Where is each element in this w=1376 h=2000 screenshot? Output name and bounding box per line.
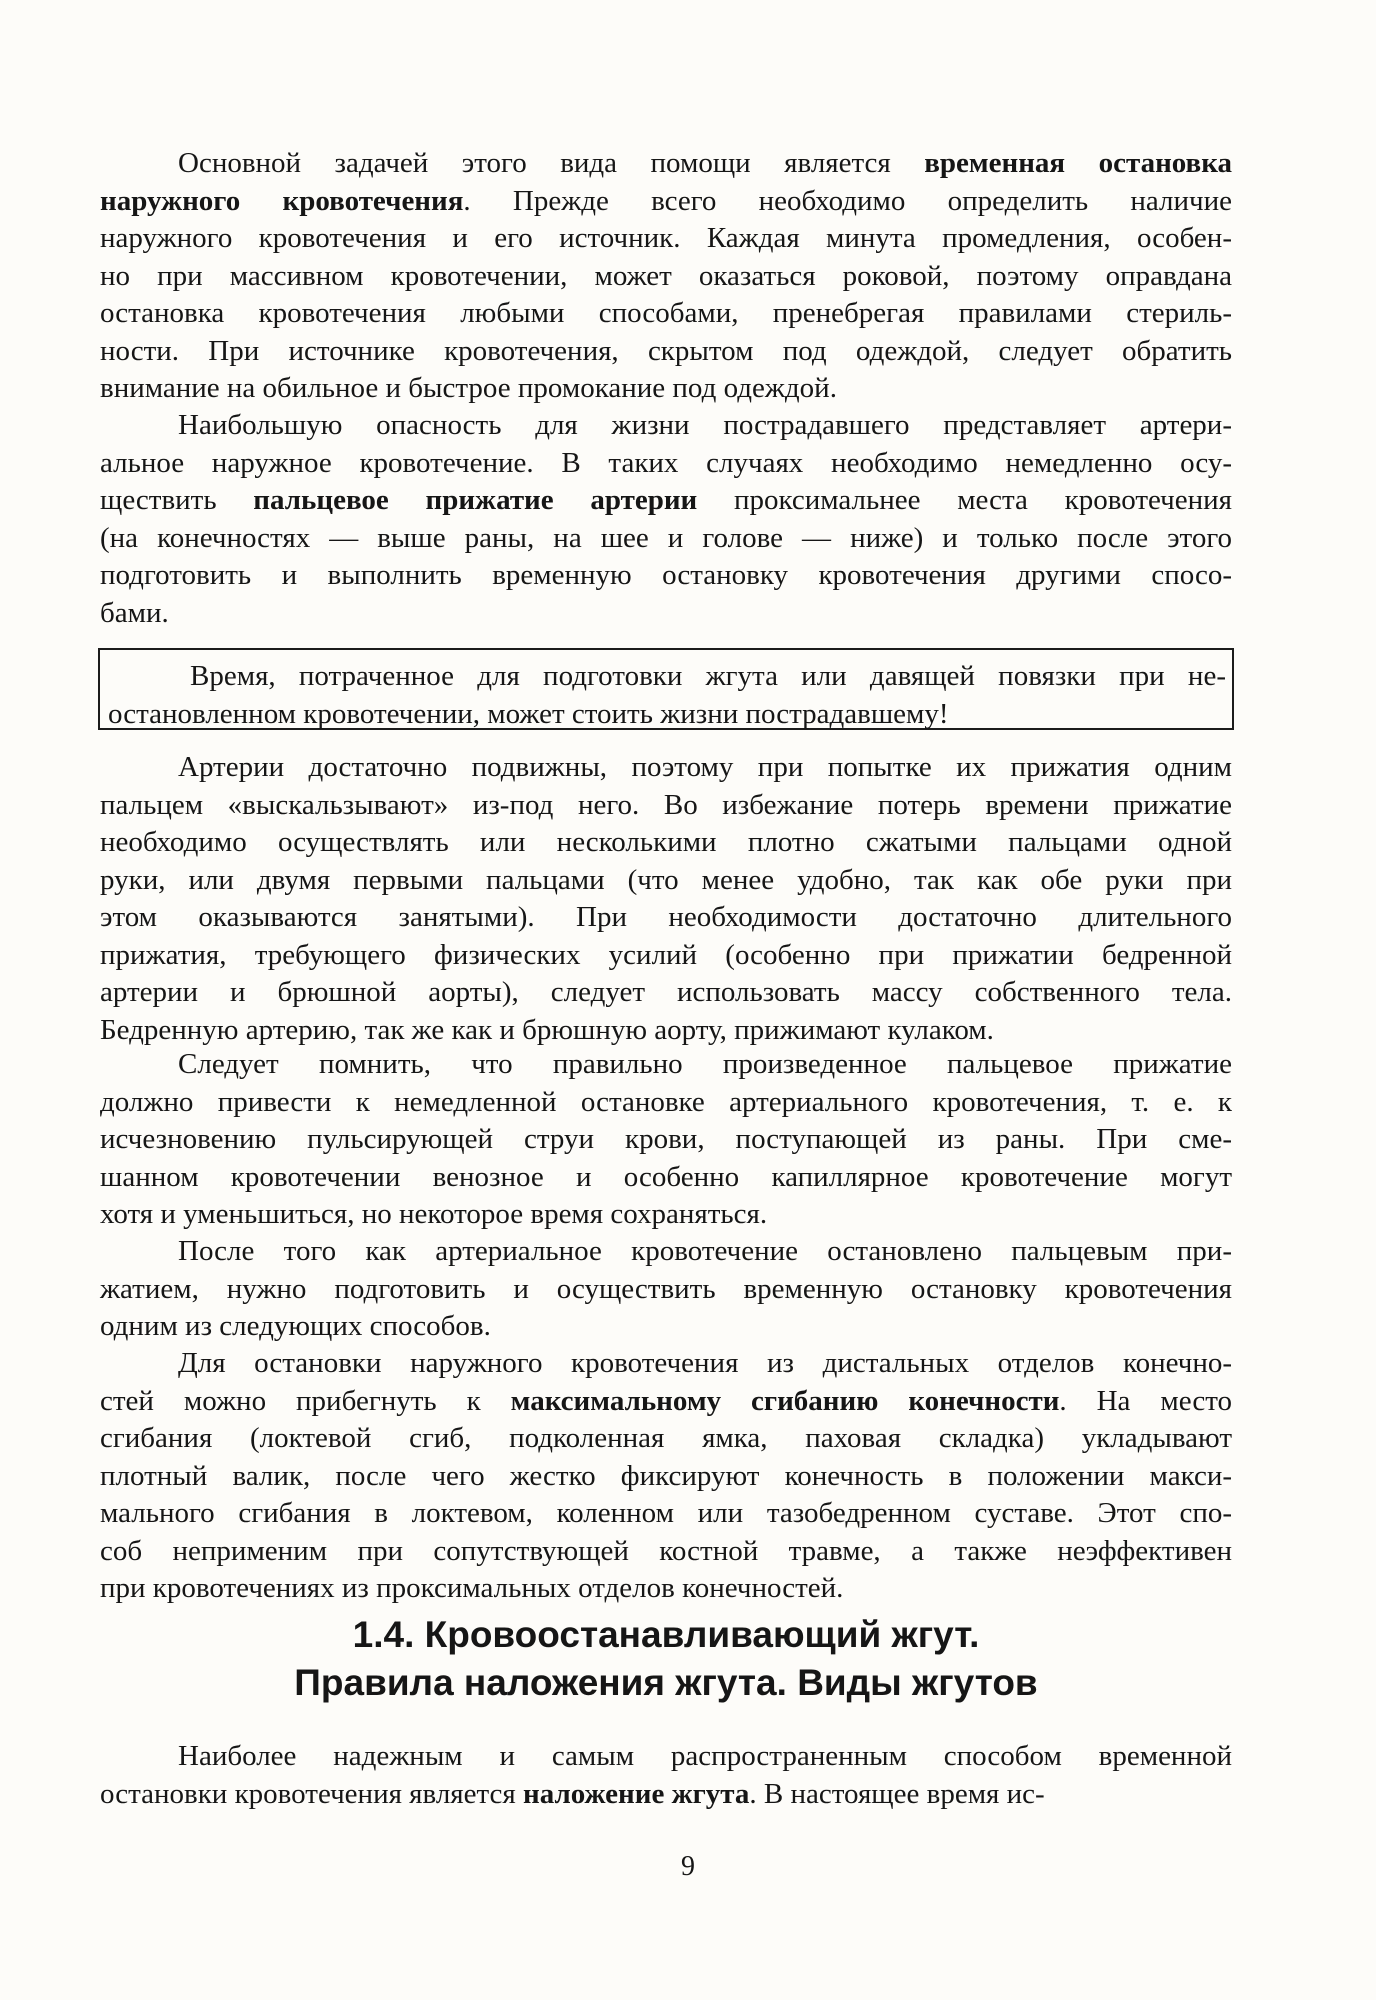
text-line xyxy=(100,595,1232,631)
text-line xyxy=(100,1420,1232,1456)
text-run: одним из следующих способов. xyxy=(100,1310,491,1342)
text-run: соб неприменим при сопутствующей костной травме, а также неэффективен xyxy=(100,1534,1232,1567)
text-run: Время, потраченное для подготовки жгута или давящей повязки при не- xyxy=(190,660,1226,692)
text-run: исчезновению пульсирующей струи крови, поступающей из раны. При сме- xyxy=(100,1123,1232,1155)
text-run: . В настоящее время ис- xyxy=(749,1777,1045,1810)
text-line xyxy=(100,1012,1232,1048)
text-run: необходимо осуществлять или несколькими плотно сжатыми пальцами одной xyxy=(100,826,1232,858)
text-line xyxy=(100,1570,1232,1606)
text-run: ности. При источнике кровотечения, скрытом под одеждой, следует обратить xyxy=(100,334,1232,367)
text-line xyxy=(100,445,1232,481)
text-run: внимание на обильное и быстрое промокание под одеждой. xyxy=(100,372,837,404)
bold-term: наложение жгута xyxy=(523,1777,750,1810)
text-line xyxy=(100,1495,1232,1531)
text-run: Наибольшую опасность для жизни пострадавшего представляет артери- xyxy=(178,409,1232,441)
text-run: при кровотечениях из проксимальных отделов конечностей. xyxy=(100,1572,844,1604)
text-line xyxy=(100,787,1232,823)
text-run: остановленном кровотечении, может стоить жизни пострадавшему! xyxy=(108,697,949,730)
text-line xyxy=(100,220,1232,256)
text-line xyxy=(100,258,1232,294)
text-run: сгибания (локтевой сгиб, подколенная ямка, паховая складка) укладывают xyxy=(100,1422,1232,1454)
text-run: мального сгибания в локтевом, коленном или тазобедренном суставе. Этот спо- xyxy=(100,1497,1232,1529)
text-line xyxy=(100,824,1232,860)
text-run: Основной задачей этого вида помощи является xyxy=(178,147,925,179)
text-run: жатием, нужно подготовить и осуществить временную остановку кровотечения xyxy=(100,1272,1232,1305)
text-run: остановка кровотечения любыми способами, пренебрегая правилами стериль- xyxy=(100,297,1232,329)
text-line xyxy=(100,1533,1232,1569)
text-line xyxy=(100,937,1232,973)
text-line xyxy=(100,1271,1232,1307)
text-run: артерии и брюшной аорты), следует использовать массу собственного тела. xyxy=(100,976,1232,1008)
callout-box xyxy=(98,648,1234,730)
text-line xyxy=(178,1738,1232,1774)
text-line xyxy=(100,1121,1232,1157)
section-heading-line-2: Правила наложения жгута. Виды жгутов xyxy=(294,1662,1038,1703)
text-run: . На место xyxy=(1059,1384,1232,1417)
text-run: Следует помнить, что правильно произведенное пальцевое прижатие xyxy=(178,1048,1232,1080)
text-run: прижатия, требующего физических усилий (особенно при прижатии бедренной xyxy=(100,938,1232,971)
text-line xyxy=(100,1776,1232,1812)
text-run: стей можно прибегнуть к xyxy=(100,1384,511,1417)
bold-term: максимальному сгибанию конечности xyxy=(510,1384,1060,1417)
text-line xyxy=(178,145,1232,181)
text-run: Для остановки наружного кровотечения из дистальных отделов конечно- xyxy=(178,1347,1232,1379)
text-line xyxy=(178,1345,1232,1381)
text-run: проксимальнее места кровотечения xyxy=(697,484,1232,516)
text-run: ществить xyxy=(100,484,254,516)
page-number: 9 xyxy=(681,1851,695,1882)
text-run: должно привести к немедленной остановке артериального кровотечения, т. е. к xyxy=(100,1085,1232,1118)
bold-term: временная остановка xyxy=(924,147,1232,179)
text-run: хотя и уменьшиться, но некоторое время сохраняться. xyxy=(100,1198,768,1230)
text-run: плотный валик, после чего жестко фиксируют конечность в положении макси- xyxy=(100,1459,1232,1492)
bold-term: наружного кровотечения xyxy=(100,184,464,217)
text-line xyxy=(100,482,1232,518)
text-line xyxy=(100,974,1232,1010)
text-line xyxy=(100,862,1232,898)
text-line xyxy=(178,1233,1232,1269)
text-line xyxy=(100,1458,1232,1494)
text-line xyxy=(100,295,1232,331)
text-line xyxy=(100,183,1232,219)
text-run: пальцем «выскальзывают» из-под него. Во избежание потерь времени прижатие xyxy=(100,788,1232,821)
text-line xyxy=(100,899,1232,935)
text-run: (на конечностях — выше раны, на шее и голове — ниже) и только после этого xyxy=(100,521,1232,554)
text-line xyxy=(100,370,1232,406)
text-line xyxy=(178,749,1232,785)
text-line xyxy=(100,1383,1232,1419)
bold-term: пальцевое прижатие артерии xyxy=(253,484,698,516)
text-run: бами. xyxy=(100,596,169,629)
text-line xyxy=(100,1196,1232,1232)
text-run: . Прежде всего необходимо определить наличие xyxy=(463,184,1232,217)
text-run: но при массивном кровотечении, может оказаться роковой, поэтому оправдана xyxy=(100,259,1232,292)
text-run: этом оказываются занятыми). При необходимости достаточно длительного xyxy=(100,901,1232,933)
text-line xyxy=(100,1159,1232,1195)
text-run: руки, или двумя первыми пальцами (что менее удобно, так как обе руки при xyxy=(100,863,1232,896)
text-run: Бедренную артерию, так же как и брюшную аорту, прижимают кулаком. xyxy=(100,1013,994,1046)
text-run: Наиболее надежным и самым распространенным способом временной xyxy=(178,1740,1232,1772)
text-run: альное наружное кровотечение. В таких случаях необходимо немедленно осу- xyxy=(100,446,1232,479)
text-line xyxy=(178,1046,1232,1082)
text-run: подготовить и выполнить временную остановку кровотечения другими спосо- xyxy=(100,559,1232,591)
text-line xyxy=(190,658,1226,694)
text-line xyxy=(100,333,1232,369)
text-line xyxy=(108,696,1226,732)
section-heading-line-1: 1.4. Кровоостанавливающий жгут. xyxy=(352,1614,980,1655)
text-run: шанном кровотечении венозное и особенно капиллярное кровотечение могут xyxy=(100,1160,1232,1193)
text-run: наружного кровотечения и его источник. Каждая минута промедления, особен- xyxy=(100,222,1232,254)
text-line xyxy=(100,1084,1232,1120)
text-run: остановки кровотечения является xyxy=(100,1777,523,1810)
text-line xyxy=(178,407,1232,443)
text-line xyxy=(100,557,1232,593)
text-run: После того как артериальное кровотечение остановлено пальцевым при- xyxy=(178,1235,1232,1267)
text-line xyxy=(100,520,1232,556)
text-line xyxy=(100,1308,1232,1344)
text-run: Артерии достаточно подвижны, поэтому при попытке их прижатия одним xyxy=(178,751,1232,783)
